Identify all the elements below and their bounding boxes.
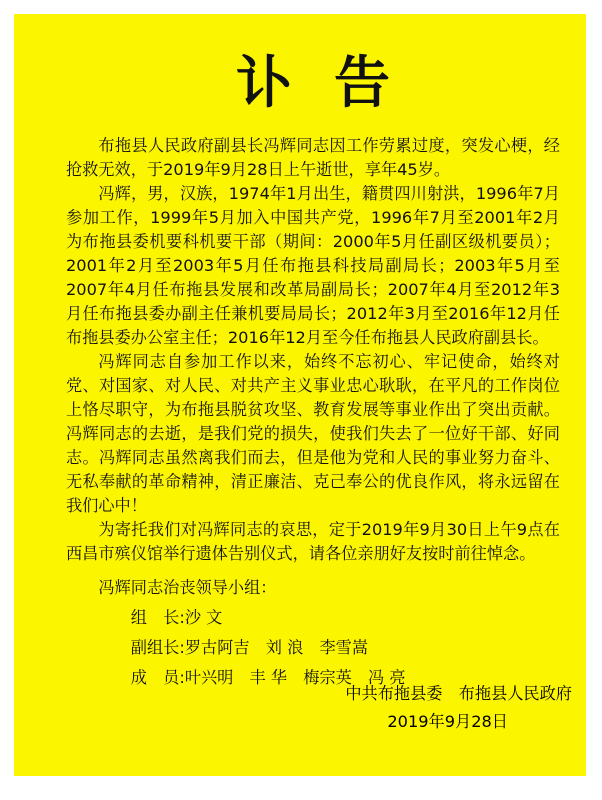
issuing-organizations: 中共布拖县委 布拖县人民政府 (345, 684, 572, 703)
obituary-notice (14, 14, 586, 776)
paragraph-funeral-arrangement: 为寄托我们对冯辉同志的哀思，定于2019年9月30日上午9点在西昌市殡仪馆举行遗体告别仪式，请各位亲朋好友按时前往悼念。 (66, 520, 560, 563)
paragraph-tribute: 冯辉同志自参加工作以来，始终不忘初心、牢记使命，始终对党、对国家、对人民、对共产主义事业忠心耿耿，在平凡的工作岗位上恪尽职守，为布拖县脱贫攻坚、教育发展等事业作出了突出贡献。冯辉同志的去逝，是我们党的损失，使我们失去了一位好干部、好同志。冯辉同志虽然离我们而去，但是他为党和人民的事业努力奋斗、无私奉献的革命精神，清正廉洁、克己奉公的优良作风，将永远留在我们心中！ (66, 352, 560, 515)
signature-block (345, 682, 572, 734)
committee-heading: 冯辉同志治丧领导小组： (98, 578, 277, 597)
paragraph-biography: 冯辉，男，汉族，1974年1月出生，籍贯四川射洪，1996年7月参加工作，1999年5月加入中国共产党，1996年7月至2001年2月为布拖县委机要科机要干部（期间：2000年5月任副区级机要员）；2001年2月至2003年5月任布拖县科技局副局长；2003年5月至2007年4月任布拖县发展和改革局副局长；2007年4月至2012年3月任布拖县委办副主任兼机要局局长；2012年3月至2016年12月任布拖县委办公室主任；2016年12月至今任布拖县人民政府副县长。 (66, 184, 560, 347)
member-role: 成 员: (130, 668, 185, 687)
funeral-committee (66, 576, 560, 690)
notice-title: 讣告 (236, 51, 432, 116)
committee-deputy-row (66, 636, 560, 660)
committee-leader-row (66, 606, 560, 630)
member-names: 叶兴明 丰 华 梅宗英 冯 亮 (184, 668, 406, 687)
deputy-names: 罗古阿吉 刘 浪 李雪嵩 (184, 638, 369, 657)
leader-names: 沙 文 (184, 608, 223, 627)
deputy-role: 副组长: (130, 638, 185, 657)
leader-role: 组 长: (130, 608, 185, 627)
issue-date: 2019年9月28日 (387, 712, 508, 731)
paragraph-death-announcement: 布拖县人民政府副县长冯辉同志因工作劳累过度，突发心梗，经抢救无效，于2019年9月28日上午逝世，享年45岁。 (66, 136, 560, 179)
